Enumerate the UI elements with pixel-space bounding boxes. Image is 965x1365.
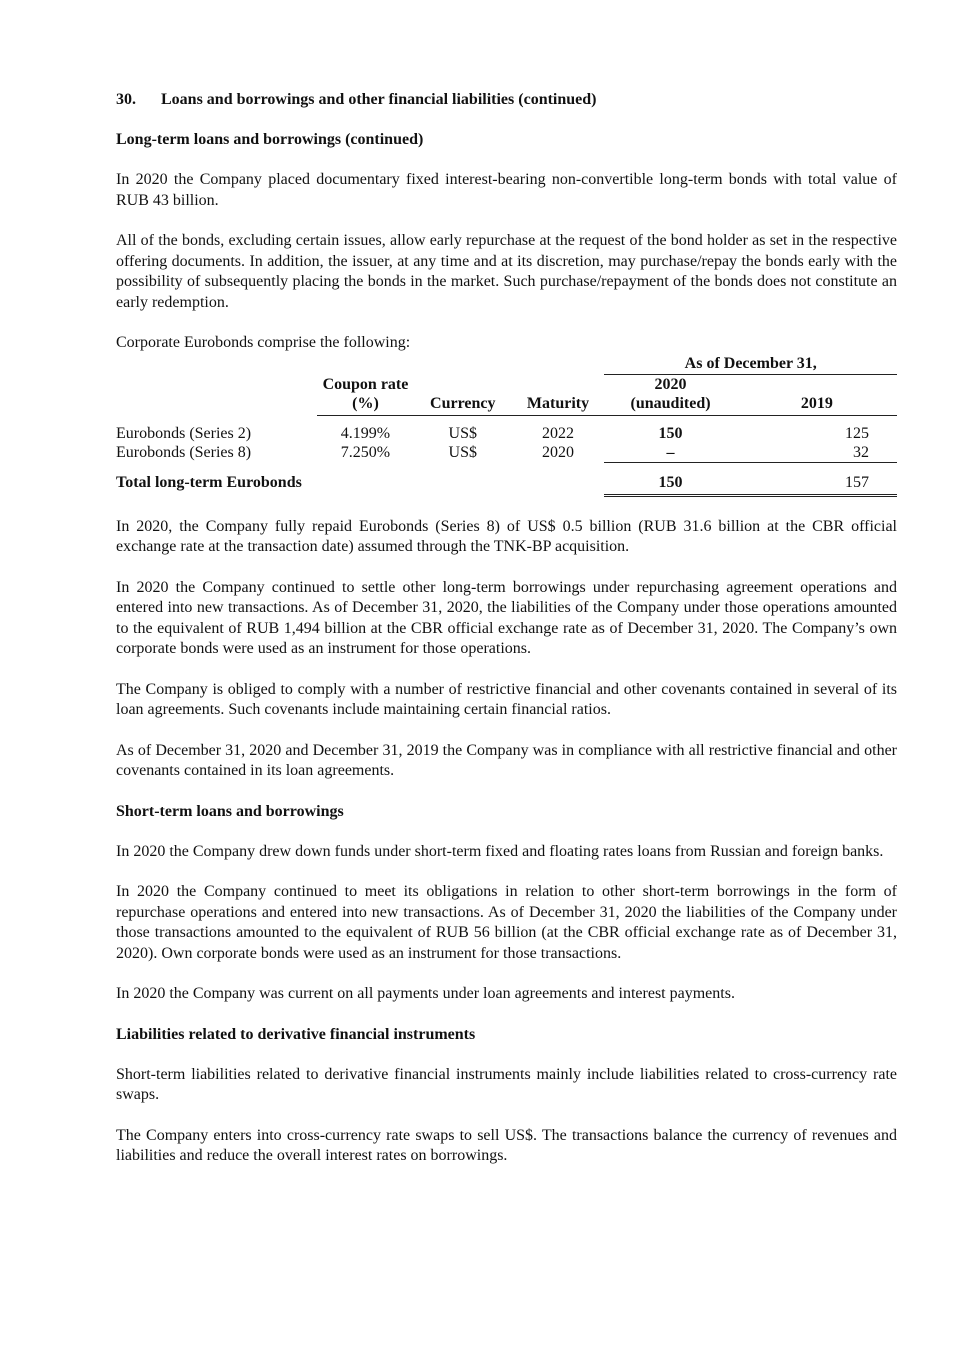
after-table-paragraph-3: The Company is obliged to comply with a number of restrictive financial and other covenants contained in several of its loan agreements. Such covenants include maintaining certain financial ratios. [116,680,897,718]
coupon-header: Coupon rate (%) [317,374,414,415]
currency-header: Currency [414,374,512,415]
short-term-paragraph-3: In 2020 the Company was current on all payments under loan agreements and interest payments. [116,985,735,1002]
row-maturity: 2020 [542,443,575,461]
long-term-paragraph-2: All of the bonds, excluding certain issues, allow early repurchase at the request of the bond holder as set in the respective offering documents. In addition, the issuer, at any time and at its discretion, may purchase/repay the bonds early with the possibility of subsequently placing the bonds in the market. Such purchase/repayment of the bonds does not constitute an early redemption. [116,232,897,311]
after-table-paragraph-4: As of December 31, 2020 and December 31, 2019 the Company was in compliance with all restrictive financial and other covenants contained in its loan agreements. [116,741,897,779]
table-column-header-row [116,374,897,415]
table-group-header-row [116,354,897,375]
short-term-paragraph-1: In 2020 the Company drew down funds under short-term fixed and floating rates loans from Russian and foreign banks. [116,842,884,860]
total-value-2020: 150 [604,462,736,495]
row-coupon: 7.250% [340,443,391,461]
after-table-paragraph-1: In 2020, the Company fully repaid Eurobonds (Series 8) of US$ 0.5 billion (RUB 31.6 billion at the CBR official exchange rate at the transaction date) assumed through the TNK-BP acquisition. [116,517,897,555]
row-currency: US$ [448,443,477,461]
table-intro: Corporate Eurobonds comprise the following: [116,334,411,351]
year-2020-header: 2020 (unaudited) [604,374,736,415]
table-row [116,424,897,443]
table-total-row [116,462,897,495]
row-name: Eurobonds (Series 8) [116,443,252,461]
total-name: Total long-term Eurobonds [116,474,302,491]
long-term-paragraph-1: In 2020 the Company placed documentary fixed interest-bearing non-convertible long-term bonds with total value of RUB 43 billion. [116,171,897,209]
total-value-2019: 157 [737,462,897,495]
row-coupon: 4.199% [340,424,391,442]
as-of-header: As of December 31, [604,354,897,375]
row-currency: US$ [448,424,477,442]
derivatives-heading: Liabilities related to derivative financial instruments [116,1025,476,1043]
eurobonds-table [116,354,897,497]
row-maturity: 2022 [542,424,575,442]
row-value-2019: 32 [737,443,897,463]
long-term-heading: Long-term loans and borrowings (continued) [116,131,424,148]
row-name: Eurobonds (Series 2) [116,424,252,442]
section-title [116,90,897,110]
table-row [116,443,897,463]
maturity-header: Maturity [512,374,605,415]
section-number: 30. [116,91,136,108]
short-term-heading: Short-term loans and borrowings [116,802,344,820]
derivatives-paragraph-2: The Company enters into cross-currency rate swaps to sell US$. The transactions balance the currency of revenues and liabilities and reduce the overall interest rates on borrowings. [116,1126,897,1164]
section-title-text: Loans and borrowings and other financial liabilities (continued) [161,91,597,108]
document-page [116,90,897,1187]
row-value-2020: 150 [658,424,683,442]
row-value-2020: – [604,443,736,463]
derivatives-paragraph-1: Short-term liabilities related to derivative financial instruments mainly include liabilities related to cross-currency rate swaps. [116,1065,897,1103]
year-2019-header: 2019 [737,374,897,415]
row-value-2019: 125 [845,424,869,442]
after-table-paragraph-2: In 2020 the Company continued to settle other long-term borrowings under repurchasing agreement operations and entered into new transactions. As of December 31, 2020, the liabilities of the Company under those operations amounted to the equivalent of RUB 1,494 billion at the CBR official exchange rate as of December 31, 2020. The Company’s own corporate bonds were used as an instrument for those operations. [116,578,897,657]
short-term-paragraph-2: In 2020 the Company continued to meet its obligations in relation to other short-term borrowings in the form of repurchase operations and entered into new transactions. As of December 31, 2020 the liabilities of the Company under those transactions amounted to the equivalent of RUB 56 billion (at the CBR official exchange rate as of December 31, 2020). Own corporate bonds were used as an instrument for those transactions. [116,883,897,962]
